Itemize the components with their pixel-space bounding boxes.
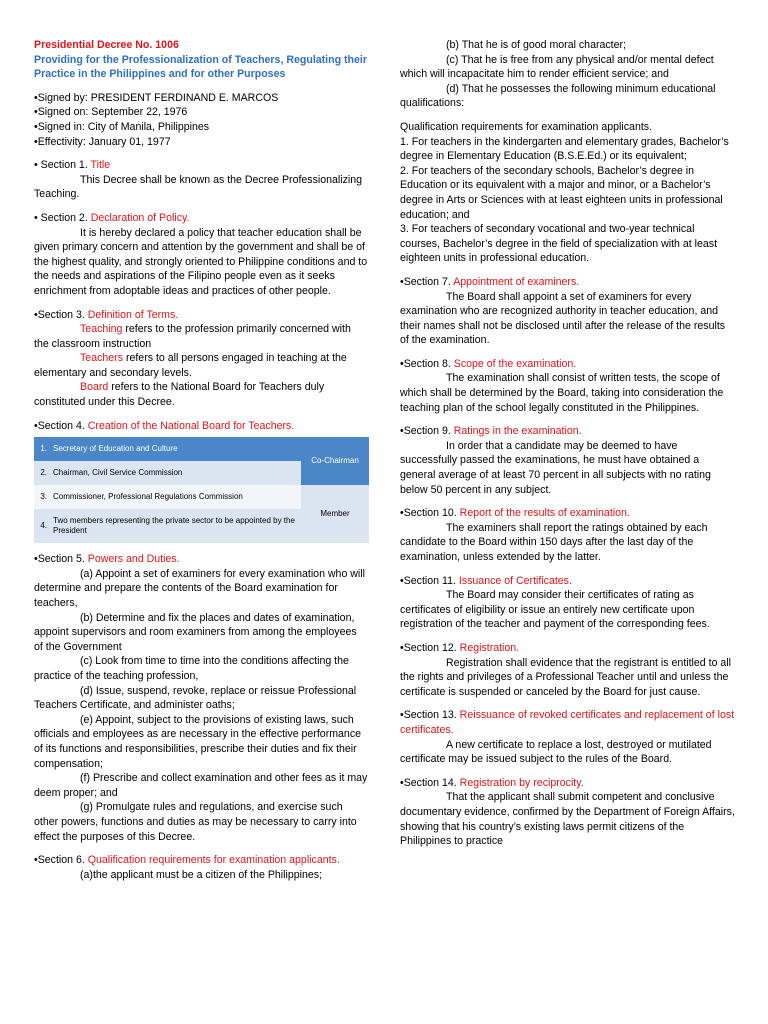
section-4 bbox=[34, 419, 368, 544]
section-11-title: Issuance of Certificates. bbox=[458, 574, 572, 587]
section-7 bbox=[400, 275, 736, 348]
term-teachers: Teachers bbox=[80, 352, 123, 365]
section-14 bbox=[400, 776, 736, 849]
section-2 bbox=[34, 211, 368, 299]
meta-signed-by: •Signed by: PRESIDENT FERDINAND E. MARCOS bbox=[34, 91, 279, 104]
section-3 bbox=[34, 308, 368, 410]
term-teaching: Teaching bbox=[80, 323, 123, 336]
section-9-title: Ratings in the examination. bbox=[453, 425, 582, 438]
section-10 bbox=[400, 506, 736, 564]
section-6-prefix: •Section 6. bbox=[34, 854, 88, 867]
section-5-title: Powers and Duties. bbox=[87, 553, 180, 566]
section-12-title: Registration. bbox=[459, 641, 520, 654]
section-1 bbox=[34, 158, 368, 202]
section-2-title: Declaration of Policy. bbox=[90, 211, 190, 224]
duty-f: (f) Prescribe and collect examination and other fees as it may deem proper; and bbox=[34, 772, 368, 799]
term-board: Board bbox=[80, 381, 109, 394]
section-13 bbox=[400, 708, 736, 766]
qualification-1: 1. For teachers in the kindergarten and elementary grades, Bachelor’s degree in Elementary Education (B.S.E.Ed.) or its equivalent; bbox=[400, 135, 729, 163]
section-2-prefix: • Section 2. bbox=[34, 211, 91, 224]
section-9 bbox=[400, 424, 736, 497]
section-8-title: Scope of the examination. bbox=[453, 357, 577, 370]
qualification-b: (b) That he is of good moral character; bbox=[446, 39, 626, 51]
section-8-body: The examination shall consist of written tests, the scope of which shall be determined by the Board, taking into consideration the teaching plan of the school legally constituted in the Philippines. bbox=[400, 372, 724, 414]
board-role-member: Member bbox=[301, 485, 369, 543]
section-8 bbox=[400, 357, 736, 415]
section-7-prefix: •Section 7. bbox=[400, 275, 454, 288]
duty-g: (g) Promulgate rules and regulations, and exercise such other powers, functions and duties as may be necessary to carry into effect the purposes of this Decree. bbox=[34, 801, 357, 843]
duty-d: (d) Issue, suspend, revoke, replace or reissue Professional Teachers Certificate, and administer oaths; bbox=[34, 684, 357, 712]
section-11 bbox=[400, 574, 736, 632]
section-5 bbox=[34, 552, 368, 844]
board-row-text: Two members representing the private sector to be appointed by the President bbox=[50, 509, 301, 543]
section-9-prefix: •Section 9. bbox=[400, 425, 454, 438]
qualification-c: (c) That he is free from any physical and/or mental defect which will incapacitate him to render efficient service; and bbox=[400, 53, 714, 81]
section-4-title: Creation of the National Board for Teachers. bbox=[87, 419, 295, 432]
duty-c: (c) Look from time to time into the conditions affecting the practice of the teaching profession, bbox=[34, 655, 349, 682]
qualification-d: (d) That he possesses the following minimum educational qualifications: bbox=[400, 82, 716, 110]
section-10-title: Report of the results of examination. bbox=[459, 507, 630, 520]
board-role-co-chairman: Co-Chairman bbox=[301, 437, 369, 485]
section-9-body: In order that a candidate may be deemed to have successfully passed the examinations, he must have obtained a general average of at least 70 percent in all subjects with no rating below 50 percent in any subject. bbox=[400, 439, 711, 496]
decree-title: Presidential Decree No. 1006 bbox=[34, 39, 179, 51]
board-row-num: 3. bbox=[34, 485, 50, 509]
section-7-body: The Board shall appoint a set of examiners for every examination who are recognized authority in teacher education, and their names shall not be disclosed until after the release of the results of the examination. bbox=[400, 290, 726, 347]
duty-b: (b) Determine and fix the places and dates of examination, appoint supervisors and room examiners from among the employees of the Government bbox=[34, 611, 357, 653]
section-1-body: This Decree shall be known as the Decree Professionalizing Teaching. bbox=[34, 173, 363, 201]
board-row-num: 2. bbox=[34, 461, 50, 485]
board-composition-table bbox=[34, 437, 369, 543]
section-2-body: It is hereby declared a policy that teacher education shall be given primary concern and attention by the government and shall be of the highest quality, and strongly oriented to Philippine conditions and to the needs and aspirations of the Filipino people even as it seeks enrichment from adoptable ideas and practices of other people. bbox=[34, 226, 368, 297]
term-teaching-def: refers to the profession primarily concerned with the classroom instruction bbox=[34, 323, 351, 350]
qualification-a: (a)the applicant must be a citizen of the Philippines; bbox=[80, 868, 323, 881]
duty-e: (e) Appoint, subject to the provisions of existing laws, such officials and employees as are necessary in the effective performance of its functions and responsibilities, prescribe their duties and fix their compensation; bbox=[34, 713, 362, 770]
section-11-body: The Board may consider their certificates of rating as certificates of eligibility or issue an entirely new certificate upon registration of the teacher and payment of the corresponding fees. bbox=[400, 589, 710, 631]
section-6 bbox=[34, 853, 368, 882]
board-row-num: 1. bbox=[34, 437, 50, 461]
section-8-prefix: •Section 8. bbox=[400, 357, 454, 370]
section-7-title: Appointment of examiners. bbox=[453, 275, 580, 288]
section-14-body: That the applicant shall submit competent and conclusive documentary evidence, confirmed by the Department of Foreign Affairs, showing that his country’s existing laws permit citizens of the Philippines to practice bbox=[400, 791, 735, 848]
section-3-prefix: •Section 3. bbox=[34, 308, 88, 321]
qualification-2: 2. For teachers of the secondary schools, Bachelor’s degree in Education or its equivalent with a major and minor, or a Bachelor’s degree in Arts or Sciences with at least eighteen units in professional education; and bbox=[400, 164, 723, 221]
qualification-heading: Qualification requirements for examination applicants. bbox=[400, 120, 653, 133]
term-board-def: refers to the National Board for Teachers duly constituted under this Decree. bbox=[34, 381, 325, 409]
section-4-prefix: •Section 4. bbox=[34, 419, 88, 432]
section-10-prefix: •Section 10. bbox=[400, 507, 460, 520]
board-row-num: 4. bbox=[34, 509, 50, 543]
left-column bbox=[34, 38, 368, 882]
section-13-prefix: •Section 13. bbox=[400, 709, 460, 722]
section-14-prefix: •Section 14. bbox=[400, 776, 460, 789]
duty-a: (a) Appoint a set of examiners for every examination who will determine and prepare the contents of the Board examination for teachers, bbox=[34, 567, 365, 610]
qualification-3: 3. For teachers of secondary vocational and two-year technical courses, Bachelor’s degree in the field of specialization with at least eighteen units in professional education. bbox=[400, 223, 718, 265]
section-13-title: Reissuance of revoked certificates and replacement of lost certificates. bbox=[400, 709, 735, 736]
section-14-title: Registration by reciprocity. bbox=[459, 776, 584, 789]
section-3-title: Definition of Terms. bbox=[87, 308, 179, 321]
decree-subtitle: Providing for the Professionalization of Teachers, Regulating their Practice in the Philippines and for other Purposes bbox=[34, 53, 367, 81]
section-12-prefix: •Section 12. bbox=[400, 641, 460, 654]
meta-effectivity: •Effectivity: January 01, 1977 bbox=[34, 135, 171, 148]
section-1-title: Title bbox=[90, 159, 111, 172]
section-10-body: The examiners shall report the ratings obtained by each candidate to the Board within 150 days after the last day of the examination, unless extended by the latter. bbox=[400, 521, 708, 563]
term-teachers-def: refers to all persons engaged in teaching at the elementary and secondary levels. bbox=[34, 352, 347, 379]
section-13-body: A new certificate to replace a lost, destroyed or mutilated certificate may be issued subject to the rules of the Board. bbox=[400, 738, 712, 766]
board-row-1 bbox=[34, 437, 369, 461]
section-1-prefix: • Section 1. bbox=[34, 159, 91, 172]
section-12 bbox=[400, 641, 736, 699]
right-column bbox=[400, 38, 736, 849]
section-12-body: Registration shall evidence that the registrant is entitled to all the rights and privileges of a Professional Teacher until and unless the certificate is suspended or canceled by the Board for just cause. bbox=[400, 656, 732, 698]
section-6-title: Qualification requirements for examination applicants. bbox=[87, 854, 340, 867]
section-5-prefix: •Section 5. bbox=[34, 553, 88, 566]
meta-signed-on: •Signed on: September 22, 1976 bbox=[34, 106, 188, 119]
section-11-prefix: •Section 11. bbox=[400, 574, 459, 587]
board-row-text: Secretary of Education and Culture bbox=[50, 437, 301, 461]
board-row-3 bbox=[34, 485, 369, 509]
meta-signed-in: •Signed in: City of Manila, Philippines bbox=[34, 120, 210, 133]
board-row-text: Commissioner, Professional Regulations Commission bbox=[50, 485, 301, 509]
board-row-text: Chairman, Civil Service Commission bbox=[50, 461, 301, 485]
